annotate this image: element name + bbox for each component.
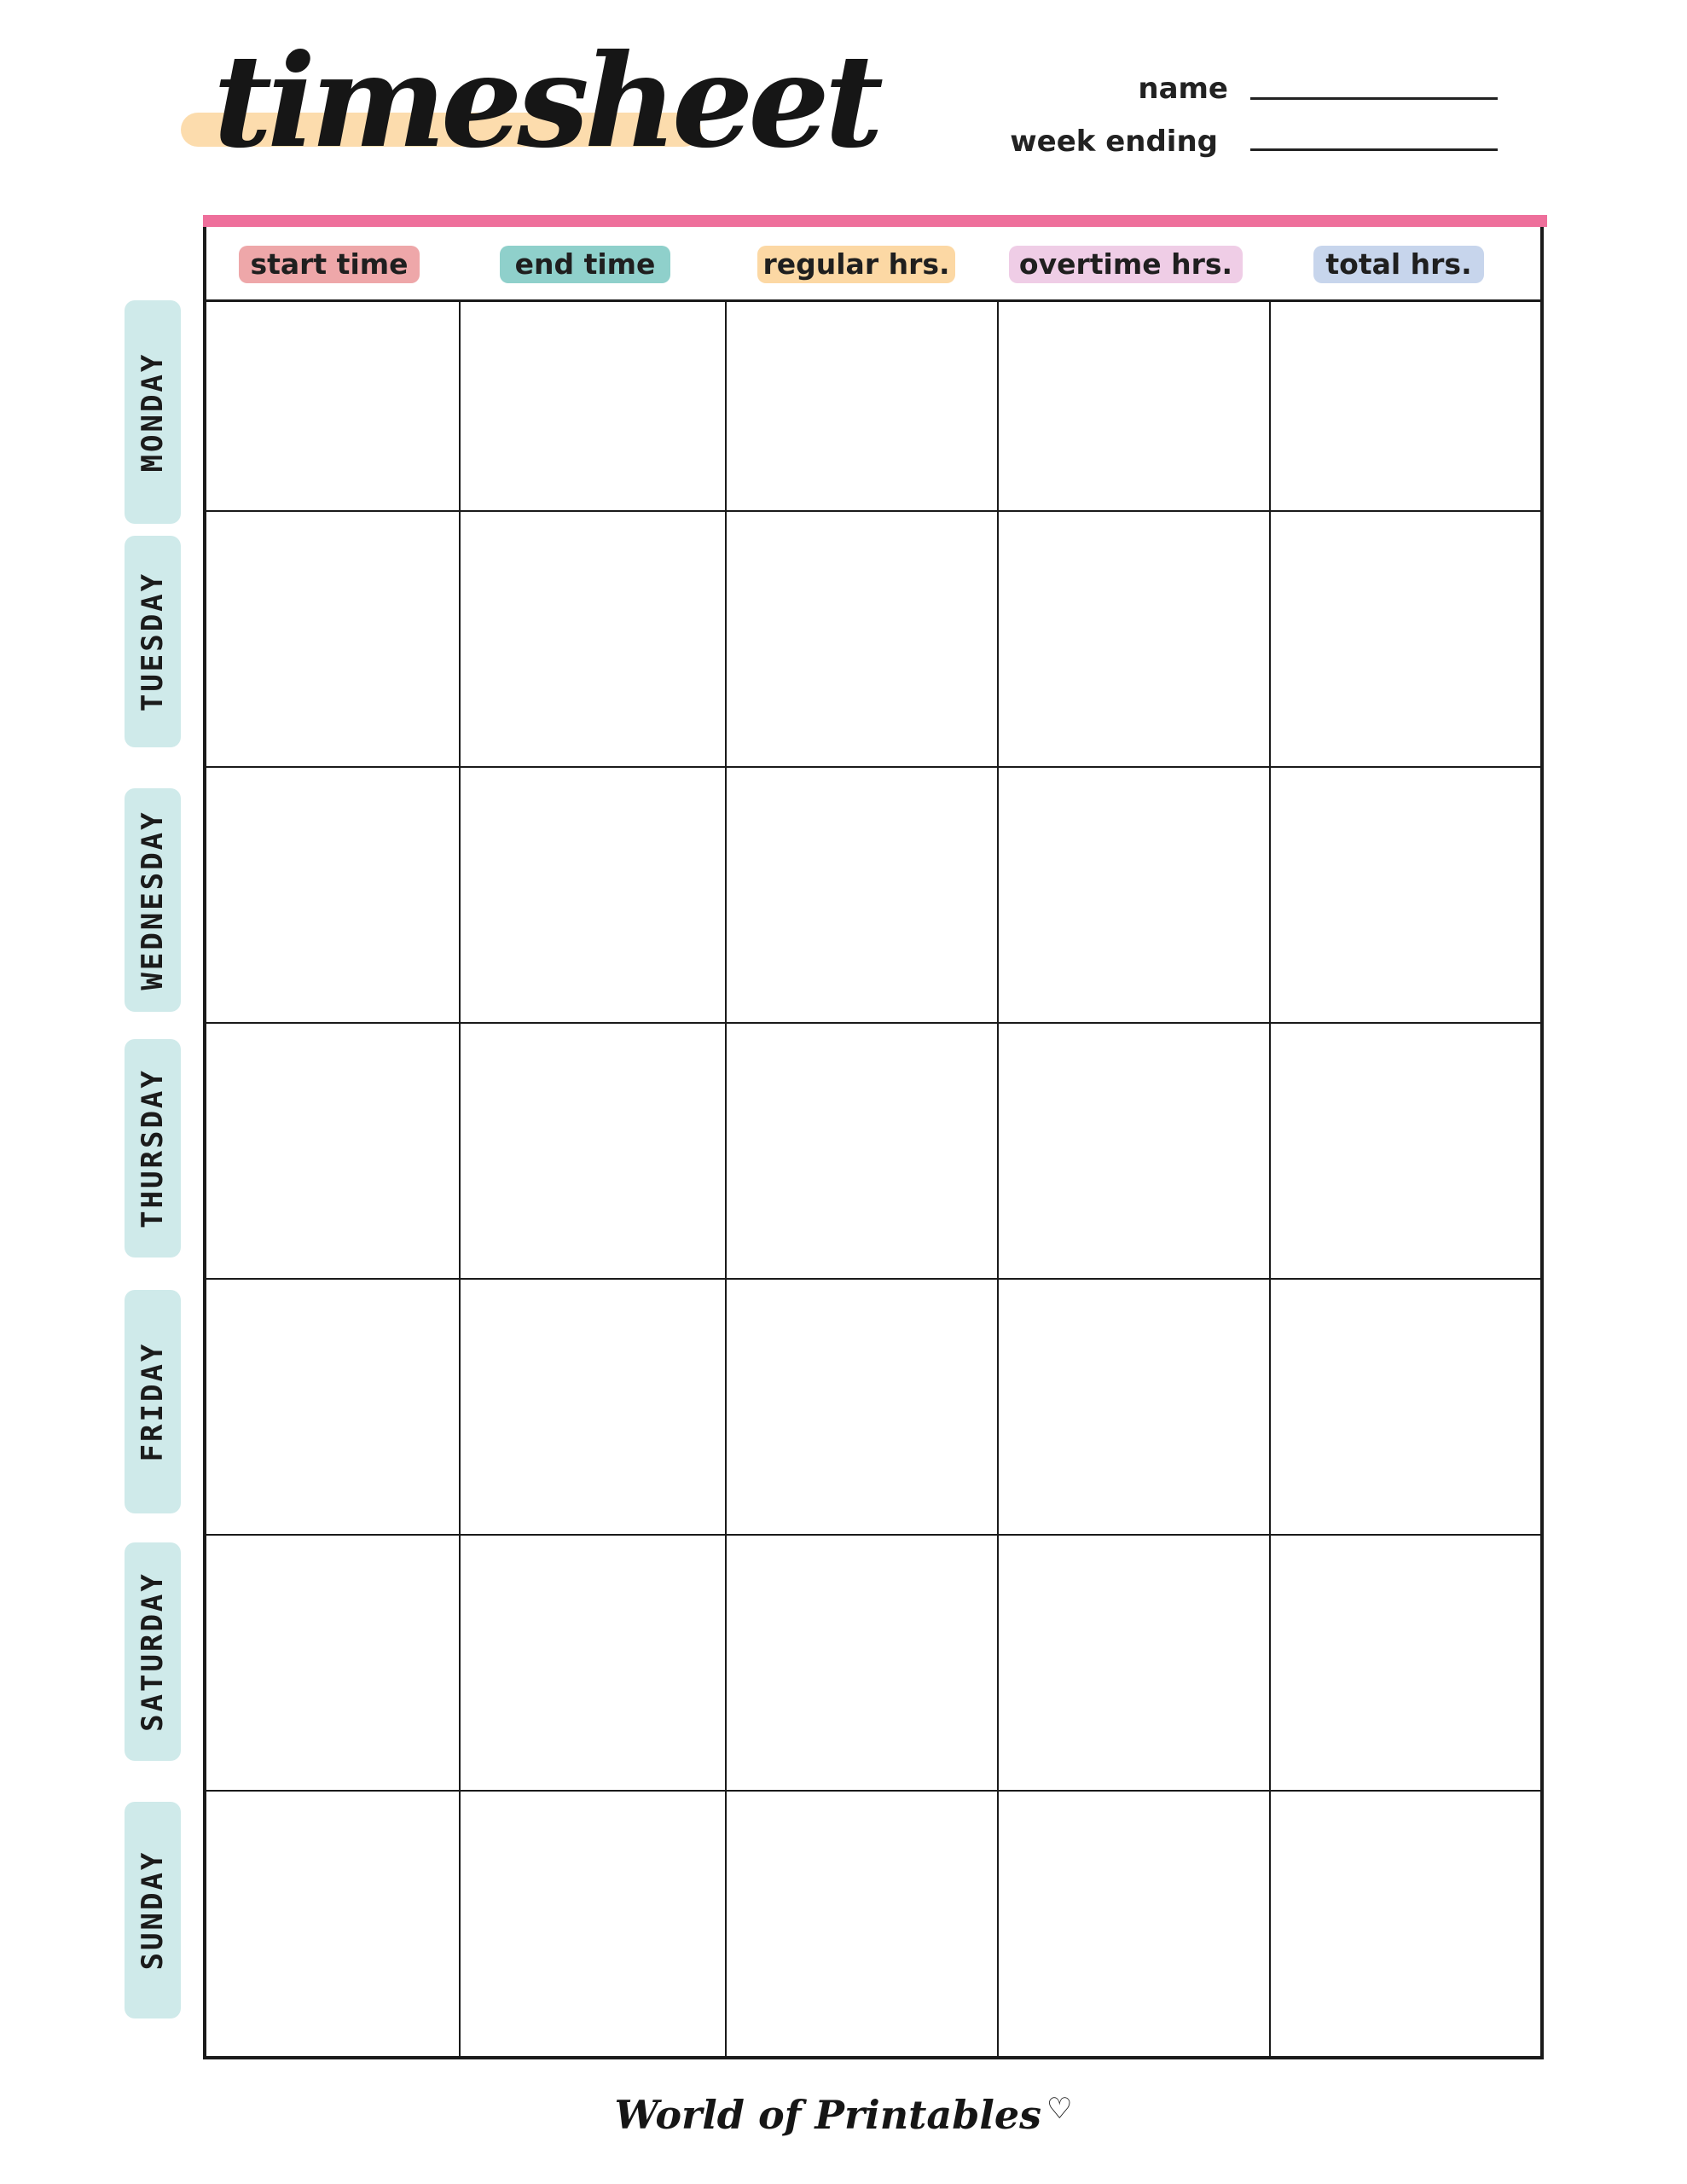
cell-tuesday-5[interactable] <box>1271 512 1539 764</box>
cell-friday-4[interactable] <box>999 1280 1267 1532</box>
week-ending-line[interactable] <box>1250 148 1498 151</box>
cell-monday-4[interactable] <box>999 304 1267 508</box>
cell-thursday-4[interactable] <box>999 1024 1267 1276</box>
cell-wednesday-2[interactable] <box>461 768 723 1020</box>
day-tab-thursday <box>125 1039 181 1258</box>
cell-tuesday-4[interactable] <box>999 512 1267 764</box>
page-title: timesheet <box>213 26 879 177</box>
cell-saturday-4[interactable] <box>999 1536 1267 1788</box>
column-header-row <box>206 227 1540 302</box>
day-label: THURSDAY <box>136 1068 170 1228</box>
cell-tuesday-2[interactable] <box>461 512 723 764</box>
heart-icon: ♡ <box>1046 2092 1073 2126</box>
brand-logo: World of Printables <box>614 2092 1042 2138</box>
cell-friday-1[interactable] <box>208 1280 457 1532</box>
timesheet-table <box>203 227 1544 2059</box>
cell-saturday-3[interactable] <box>727 1536 995 1788</box>
cell-monday-2[interactable] <box>461 304 723 508</box>
name-line[interactable] <box>1250 97 1498 100</box>
top-accent-bar <box>203 215 1547 227</box>
column-header-total-hrs: total hrs. <box>1313 246 1484 283</box>
cell-wednesday-5[interactable] <box>1271 768 1539 1020</box>
title-block <box>181 26 879 188</box>
column-header-start-time: start time <box>239 246 420 283</box>
cell-wednesday-4[interactable] <box>999 768 1267 1020</box>
cell-monday-3[interactable] <box>727 304 995 508</box>
cell-tuesday-3[interactable] <box>727 512 995 764</box>
cell-wednesday-3[interactable] <box>727 768 995 1020</box>
cell-thursday-5[interactable] <box>1271 1024 1539 1276</box>
footer <box>0 2092 1687 2138</box>
cell-saturday-5[interactable] <box>1271 1536 1539 1788</box>
cell-thursday-2[interactable] <box>461 1024 723 1276</box>
day-label: SATURDAY <box>136 1571 170 1732</box>
cell-friday-2[interactable] <box>461 1280 723 1532</box>
day-tab-wednesday <box>125 788 181 1012</box>
day-tab-tuesday <box>125 536 181 747</box>
name-label: name <box>1138 72 1228 106</box>
cell-monday-1[interactable] <box>208 304 457 508</box>
cell-thursday-1[interactable] <box>208 1024 457 1276</box>
column-header-end-time: end time <box>500 246 670 283</box>
cell-sunday-2[interactable] <box>461 1792 723 2054</box>
cell-tuesday-1[interactable] <box>208 512 457 764</box>
cell-friday-3[interactable] <box>727 1280 995 1532</box>
cell-wednesday-1[interactable] <box>208 768 457 1020</box>
cell-friday-5[interactable] <box>1271 1280 1539 1532</box>
day-label: FRIDAY <box>136 1341 170 1462</box>
day-label: WEDNESDAY <box>136 810 170 990</box>
cell-sunday-4[interactable] <box>999 1792 1267 2054</box>
cell-sunday-5[interactable] <box>1271 1792 1539 2054</box>
day-label: MONDAY <box>136 351 170 473</box>
cell-sunday-3[interactable] <box>727 1792 995 2054</box>
day-label: TUESDAY <box>136 571 170 712</box>
column-header-regular-hrs: regular hrs. <box>757 246 955 283</box>
cell-monday-5[interactable] <box>1271 304 1539 508</box>
day-label: SUNDAY <box>136 1850 170 1971</box>
cell-saturday-2[interactable] <box>461 1536 723 1788</box>
cell-saturday-1[interactable] <box>208 1536 457 1788</box>
day-tab-monday <box>125 300 181 524</box>
cell-thursday-3[interactable] <box>727 1024 995 1276</box>
day-tab-sunday <box>125 1802 181 2018</box>
day-tab-saturday <box>125 1542 181 1761</box>
column-header-overtime-hrs: overtime hrs. <box>1009 246 1243 283</box>
week-ending-label: week ending <box>1010 125 1218 159</box>
day-tab-friday <box>125 1290 181 1513</box>
cell-sunday-1[interactable] <box>208 1792 457 2054</box>
